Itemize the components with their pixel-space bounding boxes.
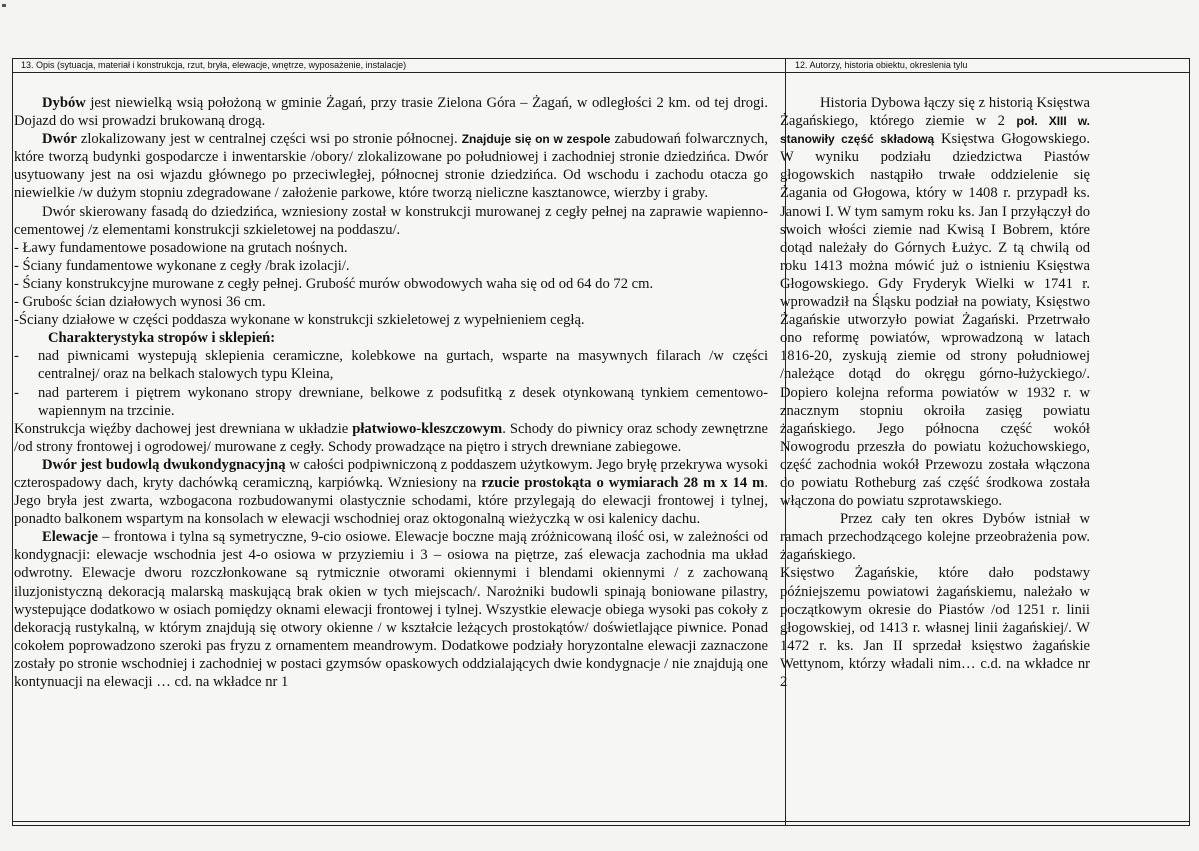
wiezba-bold: płatwiowo-kleszczowym [352,420,503,437]
bryla-bold-1: Dwór jest budowlą dwukondygnacyjną [42,456,286,473]
paragraph-bryla [14,456,768,528]
elewacje-bold: Elewacje [42,529,98,546]
bullet-item-2 [14,384,768,420]
history-column [780,94,1090,691]
paragraph-dwor [14,130,768,202]
history-para-2: Przez cały ten okres Dybów istniał w ramach przechodzącego kolejne przeobrażenia pow. żagańskiego. [780,511,1090,564]
header-row [13,59,1189,73]
elewacje-text: – frontowa i tylna są symetryczne, 9-cio osiowe. Elewacje boczne mają zróżnicowaną ilość osi, w zależności od kondygnacji: elewacje wschodnia jest 4-o osiowa w przyziemiu i 3 – osiowa na piętrze, zaś elewacja zachodnia ma układ odwrotny. Elewacje dworu rozczłonkowane są rytmicznie otworami okiennymi i blendami okiennymi / z zachowaną iluzjonistyczną dekoracją malarską maskującą brak okien w tych miejscach/. Narożniki budowli spinają boniowane pilastry, wystepujące dodatkowo w osiach pomiędzy oknami elewacji frontowej i tylnej. Wszystkie elewacje obiega wysoki pas cokoły z dekoracją rustykalną, w którym znajdują się otwory okienne / w kształcie leżących prostokątów/ doświetlające piwnice. Ponad cokołem poprowadzono szeroki pas fryzu z ornamentem meandrowym. Dodatkowe podziały horyzontalne elewacji zaznaczone zostały po stronie wschodniej i zachodniej w postaci gzymsów opaskowych oddzialających dwie kondygnacje / nie znajdują one kontynuacji na elewacji … cd. na wkładce nr 1 [14,529,768,690]
list-line-3: - Ściany konstrukcyjne murowane z cegły pełnej. Grubość murów obwodowych waha się od od 64 do 72 cm. [14,275,654,292]
dwor-text-1: zlokalizowany jest w centralnej części wsi po stronie północnej. [76,131,462,148]
bullet-text-2: nad parterem i piętrem wykonano stropy drewniane, belkowe z podsufitką z desek otynkowaną tynkiem cementowo-wapiennym na trzcinie. [38,384,768,419]
wiezba-text-1: Konstrukcja więźby dachowej jest drewniana w układzie [14,420,353,437]
dwor-bold-sans: Znajduje się on w zespole [461,132,611,147]
history-text-1: Historia Dybowa łączy się z historią Księstwa Żagańskiego, którego ziemie w 2 [780,95,1090,130]
bryla-text-1: w całości podpiwniczoną z poddaszem użytkowym. Jego bryłę przekrywa wysoki czterospadowy dach, kryty dachówką ceramiczną, karpiówką. Wzniesiony na [14,456,768,491]
paragraph-dybow [14,94,768,130]
bullet-dash: - [14,348,19,365]
dwor-text-2: zabudowań folwarcznych, które tworzą budynki gospodarcze i inwentarskie /obory/ zlokalizowane po południowej i zachodniej stronie dziedzińca. Dwór usytuowany jest na osi wjazdu głównego po przeciwległej, północnej stronie dziedzińca. Od wschodu i zachodu otacza go niewielkie /w dużym stopniu zdegradowane / założenie parkowe, które tworzą nieliczne kasztanowce, wierzby i graby. [14,131,768,202]
bryla-text-2: . Jego bryła jest zwarta, wzbogacona rozbudowanymi olastycznie schodami, które przylegają do elewacji frontowej i tylnej, ponadto balkonem wspartym na konsolach w elewacji wschodniej oraz oktogonalną wieżyczką w osi kalenicy dachu. [14,474,768,528]
history-bold-line: poł. XIII w. stanowiły część składową [780,114,1090,147]
dybow-bold: Dybów [42,95,86,111]
history-text-3: Księstwa Głogowskiego. W wyniku podziału dziedzictwa Piastów głogowskich nastąpiło trwałe oddzielenie się Żagania od Głogowa, który w 1408 r. przypadł ks. Janowi I. W tym samym roku ks. Jan I przyłączył do swoich włości ziemie nad Kwisą I Bobrem, które dotąd należały do Górnych Łużyc. Z tą chwilą od roku 1413 można mówić już o istnieniu Księstwa Głogowskiego. Gdy Fryderyk Wielki w 1741 r. wprowadził na Śląsku podział na powiaty, Księstwo Żagańskie utworzyło powiat Żagański. Przetrwało ono reformę powiatów, wprowadzoną w latach 1816-20, zyskują ziemie od strony południowej /należące dotąd do okręgu górno-łużyckiego/. Dopiero kolejna reforma powiatów w 1932 r. w znacznym stopniu okroiła zasięg powiatu żagańskiego. Jego północna część wokół Nowogrodu przeszła do powiatu kożuchowskiego, część zachodnia wokół Przewozu została włączona do powiatu Rotheburg zaś część środkowa została włączona do powiatu szprotawskiego. [780,131,1090,510]
list-line-1: - Ławy fundamentowe posadowione na grutach nośnych. [14,239,348,256]
bullet-text-1: nad piwnicami wystepują sklepienia ceramiczne, kolebkowe na gurtach, wsparte na masywnych filarach /w części centralnej/ oraz na belkach stalowych typu Kleina, [38,348,768,383]
list-line-4: - Grubośc ścian działowych wynosi 36 cm. [14,294,266,311]
bryla-bold-2: rzucie prostokąta o wymiarach 28 m x 14 m [481,474,765,491]
paragraph-elewacje [14,528,768,691]
heading-stropy: Charakterystyka stropów i sklepień: [48,330,276,347]
bullet-dash: - [14,384,19,401]
scan-mark [2,4,6,7]
dybow-text: jest niewielką wsią położoną w gminie Żagań, przy trasie Zielona Góra – Żagań, w odległości 2 km. od tej drogi. Dojazd do wsi prowadzi brukowaną drogą. [14,95,768,130]
paragraph-wiezba [14,420,768,456]
history-para-1 [780,94,1090,510]
bullet-item-1 [14,347,768,383]
wiezba-text-2: . Schody do piwnicy oraz schody zewnętrzne /od strony frontowej i ogrodowej/ murowane z cegły. Schody prowadzące na piętro i strych drewniane zabiegowe. [14,420,768,455]
bottom-rule [13,821,1189,822]
dwor-bold: Dwór [42,131,77,148]
list-line-5: -Ściany działowe w części poddasza wykonane w konstrukcji szkieletowej z wypełnieniem cegłą. [14,312,585,329]
section-12-header: 12. Autorzy, historia obiektu, okreslenia tylu [795,60,968,70]
section-13-header: 13. Opis (sytuacja, materiał i konstrukcja, rzut, bryła, elewacje, wnętrze, wyposażenie, instalacje) [21,60,407,70]
history-para-3: Księstwo Żagańskie, które dało podstawy późniejszemu powiatowi żagańskiemu, należało w początkowym okresie do Piastów /od 1251 r. linii głogowskiej, od 1413 r. własnej linii żagańskiej/. W 1472 r. ks. Jan II sprzedał księstwo żagańskie Wettynom, którzy władali nim… c.d. na wkładce nr 2 [780,565,1090,690]
list-line-2: - Ściany fundamentowe wykonane z cegły /brak izolacji/. [14,257,350,274]
paragraph-construction: Dwór skierowany fasadą do dziedzińca, wzniesiony został w konstrukcji murowanej z cegły pełnej na zaprawie wapienno-cementowej /z elementami konstrukcji szkieletowej na poddaszu/. [14,203,768,238]
description-column [14,94,768,691]
